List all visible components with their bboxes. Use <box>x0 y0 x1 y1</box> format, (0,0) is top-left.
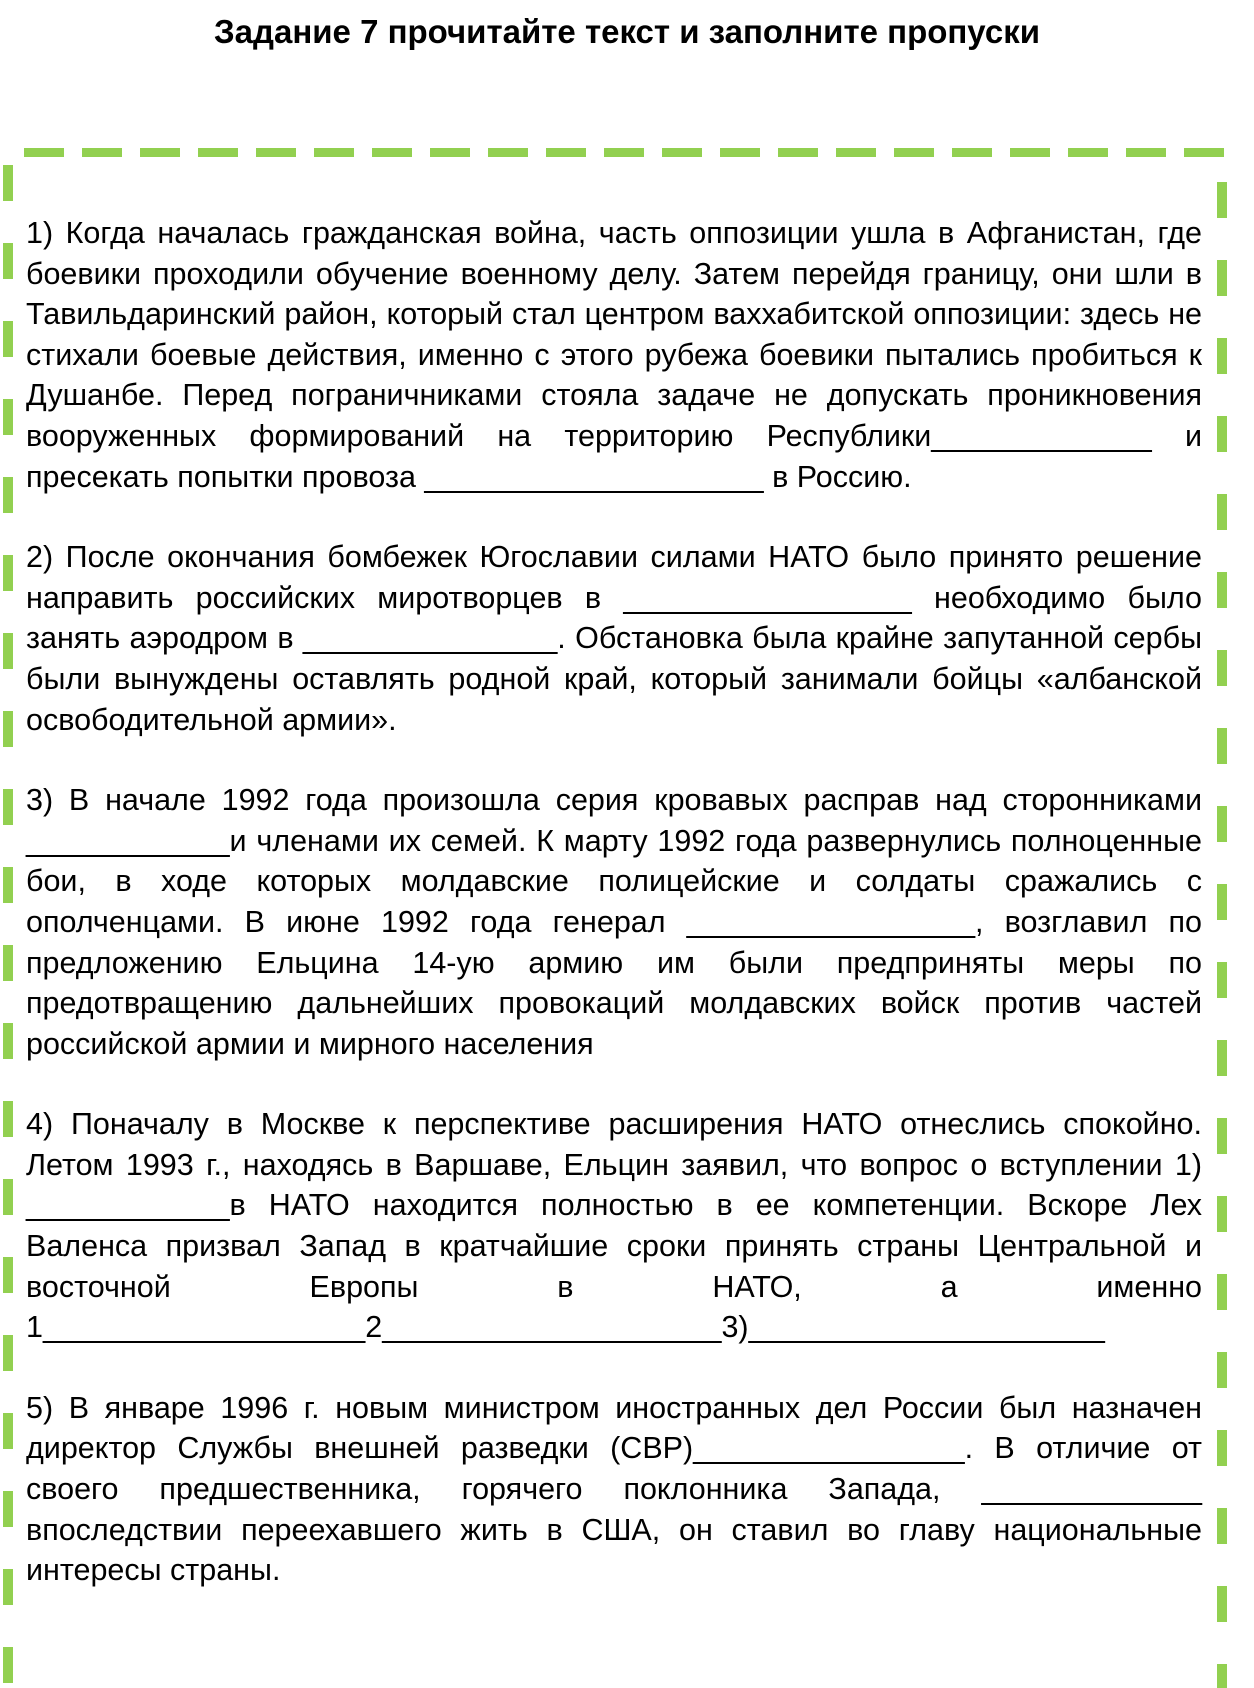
frame-dash-right <box>1217 806 1227 842</box>
frame-dash-top <box>546 148 586 157</box>
frame-dash-top <box>430 148 470 157</box>
frame-dash-left <box>3 243 13 279</box>
frame-dash-left <box>3 1101 13 1137</box>
frame-dash-top <box>24 148 64 157</box>
frame-dash-right <box>1217 260 1227 296</box>
frame-dash-right <box>1217 728 1227 764</box>
frame-dash-left <box>3 399 13 435</box>
frame-dash-right <box>1217 1196 1227 1232</box>
page-title: Задание 7 прочитайте текст и заполните пропуски <box>214 13 1040 50</box>
frame-dash-top <box>140 148 180 157</box>
frame-dash-top <box>1010 148 1050 157</box>
frame-dash-right <box>1217 1274 1227 1310</box>
frame-dash-left <box>3 1569 13 1605</box>
paragraph-5: 5) В январе 1996 г. новым министром иностранных дел России был назначен директор Службы внешней разведки (СВР)________________. В отличие от своего предшественника, горячего поклонника Запада, _____________ впоследствии переехавшего жить в США, он ставил во главу национальные интересы страны. <box>26 1390 1202 1588</box>
frame-dash-top <box>82 148 122 157</box>
frame-dash-right <box>1217 1118 1227 1154</box>
frame-dash-top <box>894 148 934 157</box>
frame-dash-right <box>1217 494 1227 530</box>
frame-dash-left <box>3 1491 13 1527</box>
frame-dash-top <box>198 148 238 157</box>
frame-dash-right <box>1217 338 1227 374</box>
frame-dash-top <box>836 148 876 157</box>
frame-dash-left <box>3 1335 13 1371</box>
frame-dash-right <box>1217 1430 1227 1466</box>
frame-dash-left <box>3 945 13 981</box>
frame-dash-left <box>3 555 13 591</box>
frame-dash-right <box>1217 1040 1227 1076</box>
frame-dash-left <box>3 165 13 201</box>
frame-dash-right <box>1217 1508 1227 1544</box>
paragraph-2: 2) После окончания бомбежек Югославии силами НАТО было принято решение направить российских миротворцев в _________________ необходимо было занять аэродром в _______________. Обстановка была крайне запутанной сербы были вынуждены оставлять родной край, который занимали бойцы «албанской освободительной армии». <box>26 540 1202 737</box>
frame-dash-right <box>1217 1664 1227 1688</box>
frame-dash-left <box>3 1413 13 1449</box>
frame-dash-right <box>1217 572 1227 608</box>
frame-dash-left <box>3 1179 13 1215</box>
frame-dash-right <box>1217 962 1227 998</box>
frame-dash-right <box>1217 650 1227 686</box>
frame-dash-right <box>1217 884 1227 920</box>
frame-dash-top <box>314 148 354 157</box>
task-text <box>26 213 1202 1591</box>
frame-dash-top <box>662 148 702 157</box>
frame-dash-top <box>1184 148 1224 157</box>
frame-dash-top <box>1068 148 1108 157</box>
frame-dash-top <box>720 148 760 157</box>
paragraph-3: 3) В начале 1992 года произошла серия кровавых расправ над сторонниками ____________и членами их семей. К марту 1992 года развернулись полноценные бои, в ходе которых молдавские полицейские и солдаты сражались с ополченцами. В июне 1992 года генерал _________________, возглавил по предложению Ельцина 14-ую армию им были предприняты меры по предотвращению дальнейших провокаций молдавских войск против частей российской армии и мирного населения <box>26 783 1202 1061</box>
paragraph-4: 4) Поначалу в Москве к перспективе расширения НАТО отнеслись спокойно. Летом 1993 г., находясь в Варшаве, Ельцин заявил, что вопрос о вступлении 1) ____________в НАТО находится полностью в ее компетенции. Вскоре Лех Валенса призвал Запад в кратчайшие сроки принять страны Центральной и восточной Европы в НАТО, а именно 1___________________2____________________3)_____________________ <box>26 1107 1202 1345</box>
frame-dash-left <box>3 867 13 903</box>
frame-dash-left <box>3 1647 13 1683</box>
frame-dash-left <box>3 633 13 669</box>
paragraph-1: 1) Когда началась гражданская война, часть оппозиции ушла в Афганистан, где боевики проходили обучение военному делу. Затем перейдя границу, они шли в Тавильдаринский район, который стал центром ваххабитской оппозиции: здесь не стихали боевые действия, именно с этого рубежа боевики пытались пробиться к Душанбе. Перед пограничниками стояла задаче не допускать проникновения вооруженных формирований на территорию Республики_____________ и пресекать попытки провоза ____________________ в Россию. <box>26 216 1202 494</box>
frame-dash-right <box>1217 182 1227 218</box>
frame-dash-right <box>1217 416 1227 452</box>
frame-dash-left <box>3 321 13 357</box>
frame-dash-left <box>3 711 13 747</box>
frame-dash-left <box>3 1023 13 1059</box>
frame-dash-top <box>778 148 818 157</box>
frame-dash-top <box>1126 148 1166 157</box>
frame-dash-top <box>372 148 412 157</box>
frame-dash-left <box>3 789 13 825</box>
frame-dash-top <box>488 148 528 157</box>
frame-dash-top <box>604 148 644 157</box>
frame-dash-top <box>952 148 992 157</box>
frame-dash-right <box>1217 1586 1227 1622</box>
frame-dash-top <box>256 148 296 157</box>
frame-dash-right <box>1217 1352 1227 1388</box>
frame-dash-left <box>3 477 13 513</box>
frame-dash-left <box>3 1257 13 1293</box>
